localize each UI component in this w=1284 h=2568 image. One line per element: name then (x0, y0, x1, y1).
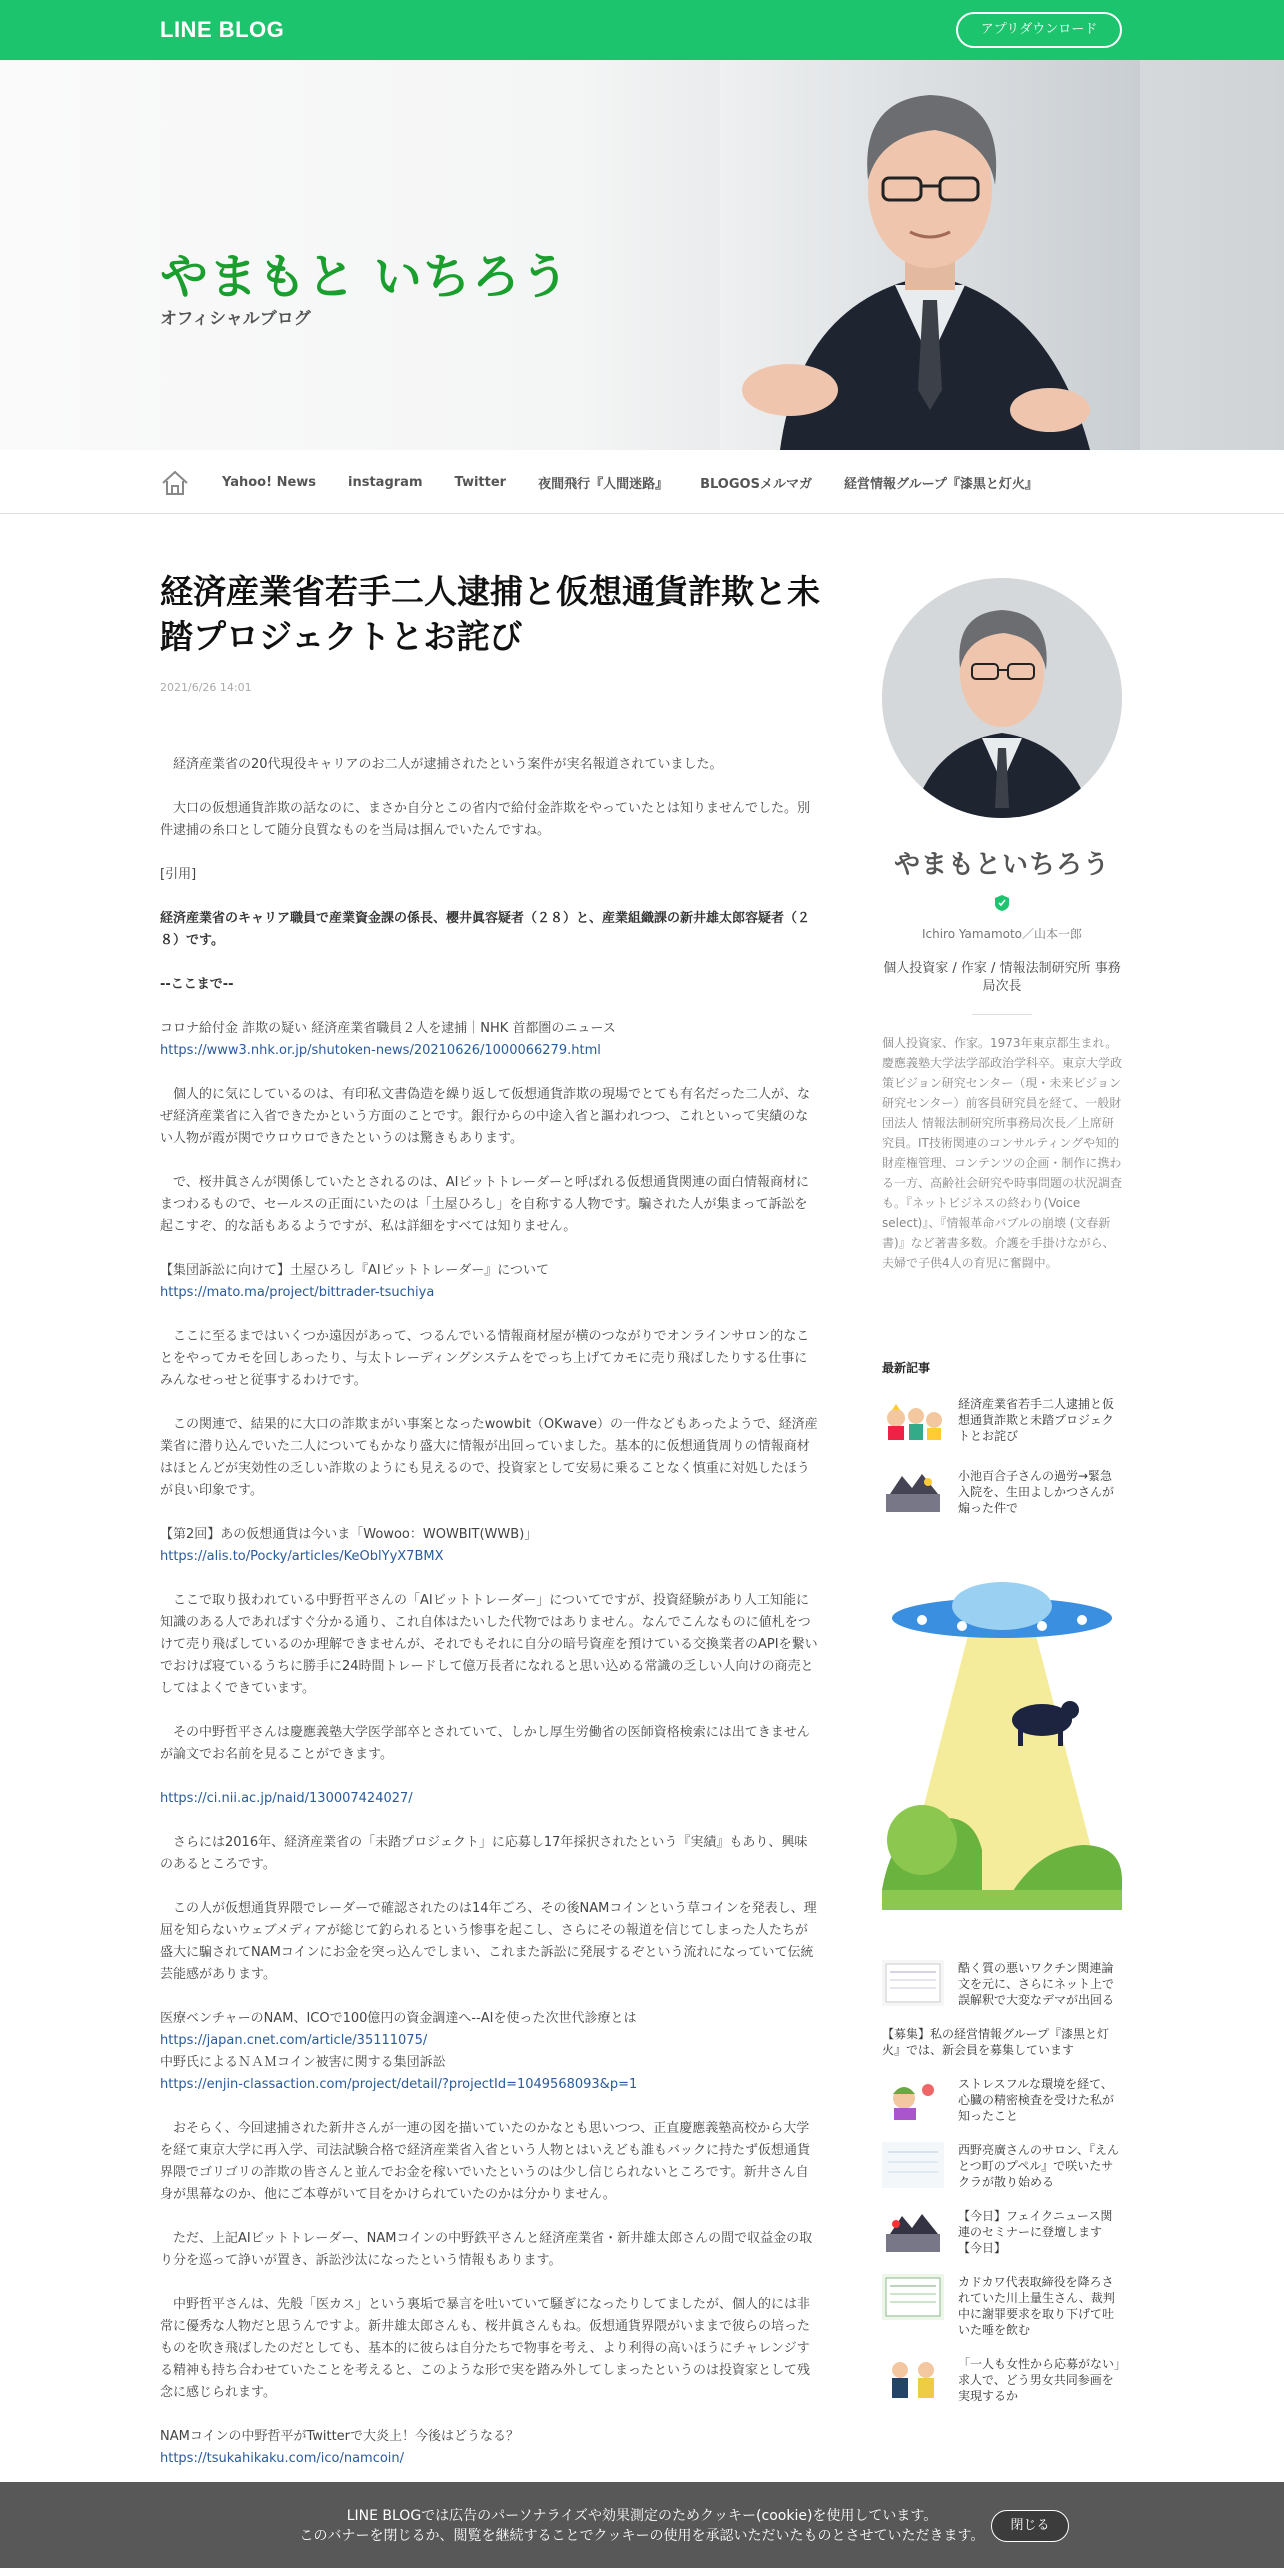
profile-photo (882, 578, 1122, 818)
more-posts (882, 1960, 1122, 2404)
post-title[interactable]: 西野亮廣さんのサロン、『えんとつ町のプペル』で咲いたサクラが散り始める (958, 2143, 1120, 2189)
cookie-close-button[interactable]: 閉じる (991, 2510, 1069, 2542)
post-item[interactable] (882, 2142, 1122, 2190)
recent-post-thumbnail (882, 1396, 944, 1442)
post-item[interactable] (882, 2356, 1122, 2404)
post-thumbnail (882, 2208, 944, 2254)
profile-name-en: Ichiro Yamamoto／山本一郎 (921, 927, 1083, 941)
post-title[interactable]: カドカワ代表取締役を降ろされていた川上量生さん、裁判中に謝罪要求を取り下げて吐いた唾を飲む (958, 2275, 1115, 2337)
link-caption: 【集団訴訟に向けて】土屋ひろし『AIビットトレーダー』について (160, 1263, 549, 1279)
paragraph: おそらく、今回逮捕された新井さんが一連の図を描いていたのかなとも思いつつ、正直慶應義塾高校から大学を経て東京大学に再入学、司法試験合格で経済産業省入省という人物とはいえども誰もバックに持たず仮想通貨界隈でゴリゴリの詐欺の皆さんと並んでお金を稼いでいたというのは少し信じられないところです。新井さん自身が黒幕なのか、他にご本尊がいて目をかけられていたのかは分かりません。 (160, 2121, 811, 2203)
post-item[interactable] (882, 2208, 1122, 2256)
link-caption: コロナ給付金 詐欺の疑い 経済産業省職員２人を逮捕｜NHK 首都圏のニュース (160, 1021, 616, 1037)
nav-item-shikkoku-toka[interactable]: 経営情報グループ『漆黒と灯火』 (843, 476, 1038, 492)
quote-label: [引用] (160, 867, 197, 883)
link-caption: NAMコインの中野哲平がTwitterで大炎上！今後はどうなる？ (160, 2429, 520, 2445)
paragraph: 大口の仮想通貨詐欺の話なのに、まさか自分とこの省内で給付金詐欺をやっていたとは知りませんでした。別件逮捕の糸口として随分良質なものを当局は掴んでいたんですね。 (160, 801, 811, 839)
paragraph: ここに至るまではいくつか遠因があって、つるんでいる情報商材屋が横のつながりでオンラインサロン的なことをやってカモを回しあったり、与太トレーディングシステムをでっち上げてカモに売り飛ばしたりする仕事にみんなせっせと従事するわけです。 (160, 1329, 810, 1389)
post-title[interactable]: 【今日】フェイクニュース関連のセミナーに登壇します【今日】 (958, 2209, 1113, 2255)
enjin-link[interactable]: https://enjin-classaction.com/project/detail/?projectId=1049568093&p=1 (160, 2077, 638, 2093)
profile-description: 個人投資家、作家。1973年東京都生まれ。慶應義塾大学法学部政治学科卒。東京大学政策ビジョン研究センター（現・未来ビジョン研究センター）前客員研究員を経て、一般財団法人 情報法制研究所事務局次長／上席研究員。IT技術関連のコンサルティングや知的財産権管理、コンテンツの企画・制作に携わる一方、高齢社会研究や時事問題の状況調査も。『ネットビジネスの終わり(Voice select)』、『情報革命バブルの崩壊 (文春新書)』など著書多数。介護を手掛けながら、夫婦で子供4人の育児に奮闘中。 (882, 1036, 1123, 1270)
cookie-banner (0, 2482, 1284, 2568)
post-title[interactable]: 酷く質の悪いワクチン関連論文を元に、さらにネット上で誤解釈で大変なデマが出回る (958, 1961, 1115, 2007)
paragraph: さらには2016年、経済産業省の「未踏プロジェクト」に応募し17年採択されたという『実績』もあり、興味のあるところです。 (160, 1835, 808, 1873)
article-date: 2021/6/26 14:01 (160, 681, 252, 695)
tsukahikaku-link[interactable]: https://tsukahikaku.com/ico/namcoin/ (160, 2451, 405, 2467)
post-thumbnail (882, 2274, 944, 2320)
quote-end: --ここまで-- (160, 977, 234, 993)
sidebar (882, 578, 1122, 2422)
profile-avatar[interactable] (882, 578, 1122, 818)
post-item[interactable] (882, 2076, 1122, 2124)
alis-link[interactable]: https://alis.to/Pocky/articles/KeOblYyX7BMX (160, 1549, 444, 1565)
paragraph: 経済産業省の20代現役キャリアのお二人が逮捕されたという案件が実名報道されていました。 (173, 757, 723, 773)
recent-post-title[interactable]: 経済産業省若手二人逮捕と仮想通貨詐欺と未踏プロジェクトとお詫び (958, 1397, 1115, 1443)
blog-nav (0, 450, 1284, 514)
top-bar (0, 0, 1284, 60)
article-body (160, 754, 820, 2470)
post-item[interactable] (882, 1960, 1122, 2008)
quote-text: 経済産業省のキャリア職員で産業資金課の係長、櫻井眞容疑者（２８）と、産業組織課の新井雄太郎容疑者（２８）です。 (160, 911, 811, 949)
nav-item-instagram[interactable]: instagram (348, 474, 423, 490)
paragraph: この人が仮想通貨界隈でレーダーで確認されたのは14年ごろ、その後NAMコインという草コインを発表し、理屈を知らないウェブメディアが総じて釣られるという惨事を起こし、さらにその報道を信じてしまった人たちが盛大に騙されてNAMコインにお金を突っ込んでしまい、これまた訴訟に発展するぞという流れになっていて伝統芸能感があります。 (160, 1901, 817, 1983)
article (160, 570, 820, 2492)
recent-post-item[interactable] (882, 1396, 1122, 1444)
post-thumbnail (882, 2356, 944, 2402)
divider (972, 1014, 1032, 1015)
official-badge-icon (995, 895, 1009, 911)
app-download-button[interactable]: アプリダウンロード (956, 12, 1122, 48)
paragraph: で、桜井眞さんが関係していたとされるのは、AIビットトレーダーと呼ばれる仮想通貨関連の面白情報商材にまつわるもので、セールスの正面にいたのは「土屋ひろし」を自称する人物です。騙された人が集まって訴訟を起こすぞ、的な話もあるようですが、私は詳細をすべては知りません。 (160, 1175, 809, 1235)
ufo-advertisement[interactable] (882, 1580, 1122, 1910)
recent-post-title[interactable]: 小池百合子さんの過労→緊急入院を、生田よしかつさんが煽った件で (958, 1469, 1115, 1515)
paragraph: 中野哲平さんは、先般「医カス」という裏垢で暴言を吐いていて騒ぎになったりしてましたが、個人的には非常に優秀な人物だと思うんですよ。新井雄太郎さんも、桜井眞さんもね。仮想通貨界隈がいままで彼らの培ったものを吹き飛ばしたのだとしても、基本的に彼らは自分たちで物事を考え、より利得の高いほうにチャレンジする精神も持ち合わせていたことを考えると、このような形で実を踏み外してしまったというのは投資家として残念に感じられます。 (160, 2297, 811, 2401)
hero-portrait-photo (720, 60, 1140, 450)
recent-posts-heading: 最新記事 (882, 1361, 931, 1375)
post-item[interactable] (882, 2274, 1122, 2338)
profile-role: 個人投資家 / 作家 / 情報法制研究所 事務局次長 (883, 961, 1121, 994)
link-caption: 中野氏によるＮＡＭコイン被害に関する集団訴訟 (160, 2055, 446, 2071)
profile-name[interactable]: やまもといちろう (893, 850, 1110, 880)
recent-post-item[interactable] (882, 1468, 1122, 1516)
nav-item-twitter[interactable]: Twitter (454, 474, 507, 490)
post-thumbnail (882, 2142, 944, 2188)
post-thumbnail (882, 2076, 944, 2122)
nav-item-yahoo-news[interactable]: Yahoo! News (222, 474, 317, 490)
post-title[interactable]: 「一人も女性から応募がない」求人で、どう男女共同参画を実現するか (958, 2357, 1121, 2403)
blog-header (0, 60, 1284, 450)
link-caption: 医療ベンチャーのNAM、ICOで100億円の資金調達へ--AIを使った次世代診療とは (160, 2011, 637, 2027)
post-thumbnail (882, 1960, 944, 2006)
cookie-message-line2: このバナーを閉じるか、閲覧を継続することでクッキーの使用を承認いただいたものとさせていただきます。 (299, 2528, 985, 2544)
cinii-link[interactable]: https://ci.nii.ac.jp/naid/130007424027/ (160, 1791, 413, 1807)
post-title[interactable]: 【募集】私の経営情報グループ『漆黒と灯火』では、新会員を募集しています (882, 2027, 1110, 2057)
line-blog-logo[interactable]: LINE BLOG (160, 17, 285, 42)
home-icon[interactable] (160, 470, 190, 496)
cookie-message-line1: LINE BLOGでは広告のパーソナライズや効果測定のためクッキー(cookie)を使用しています。 (346, 2508, 938, 2524)
link-caption: 【第2回】あの仮想通貨は今いま「Wowoo：WOWBIT(WWB)」 (160, 1527, 538, 1543)
blog-title[interactable]: やまもと いちろう (160, 249, 570, 305)
paragraph: ここで取り扱われている中野哲平さんの「AIビットトレーダー」についてですが、投資経験があり人工知能に知識のある人であればすぐ分かる通り、これ自体はたいした代物ではありません。なんでこんなものに値札をつけて売り飛ばしているのか理解できませんが、それでもそれに自分の暗号資産を預けている交換業者のAPIを繋いでおけば寝ているうちに勝手に24時間トレードして億万長者になれると思い込める常識の乏しい人向けの商売としてはよくできています。 (160, 1593, 818, 1697)
cnet-link[interactable]: https://japan.cnet.com/article/35111075/ (160, 2033, 428, 2049)
cookie-message (0, 2506, 1284, 2546)
nav-item-yakan-hiko[interactable]: 夜間飛行『人間迷路』 (538, 476, 669, 492)
paragraph: ただ、上記AIビットトレーダー、NAMコインの中野鉄平さんと経済産業省・新井雄太郎さんの間で収益金の取り分を巡って諍いが置き、訴訟沙汰になったという情報もあります。 (160, 2231, 813, 2269)
post-title[interactable]: ストレスフルな環境を経て、心臓の精密検査を受けた私が知ったこと (958, 2077, 1115, 2123)
nav-item-blogos-mailmag[interactable]: BLOGOSメルマガ (700, 476, 812, 492)
nhk-news-link[interactable]: https://www3.nhk.or.jp/shutoken-news/20210626/1000066279.html (160, 1043, 601, 1059)
paragraph: 個人的に気にしているのは、有印私文書偽造を繰り返して仮想通貨詐欺の現場でとても有名だった二人が、なぜ経済産業省に入省できたかという方面のことです。銀行からの中途入省と謳われつつ、これといって実績のない人物が霞が関でウロウロできたというのは驚きもあります。 (160, 1087, 811, 1147)
mato-link[interactable]: https://mato.ma/project/bittrader-tsuchiya (160, 1285, 435, 1301)
recent-post-thumbnail (882, 1468, 944, 1514)
paragraph: その中野哲平さんは慶應義塾大学医学部卒とされていて、しかし厚生労働省の医師資格検索には出てきませんが論文でお名前を見ることができます。 (160, 1725, 810, 1763)
article-title[interactable]: 経済産業省若手二人逮捕と仮想通貨詐欺と未踏プロジェクトとお詫び (160, 572, 820, 656)
blog-subtitle: オフィシャルブログ (160, 309, 311, 329)
recent-posts (882, 1396, 1122, 1516)
paragraph: この関連で、結果的に大口の詐欺まがい事案となったwowbit（OKwave）の一件などもあったようで、経済産業省に潜り込んでいた二人についてもかなり盛大に情報が出回っていました。基本的に仮想通貨周りの情報商材はほとんどが実効性の乏しい詐欺のようにも見えるので、投資家として安易に乗ることなく慎重に対処したほうが良い印象です。 (160, 1417, 818, 1499)
